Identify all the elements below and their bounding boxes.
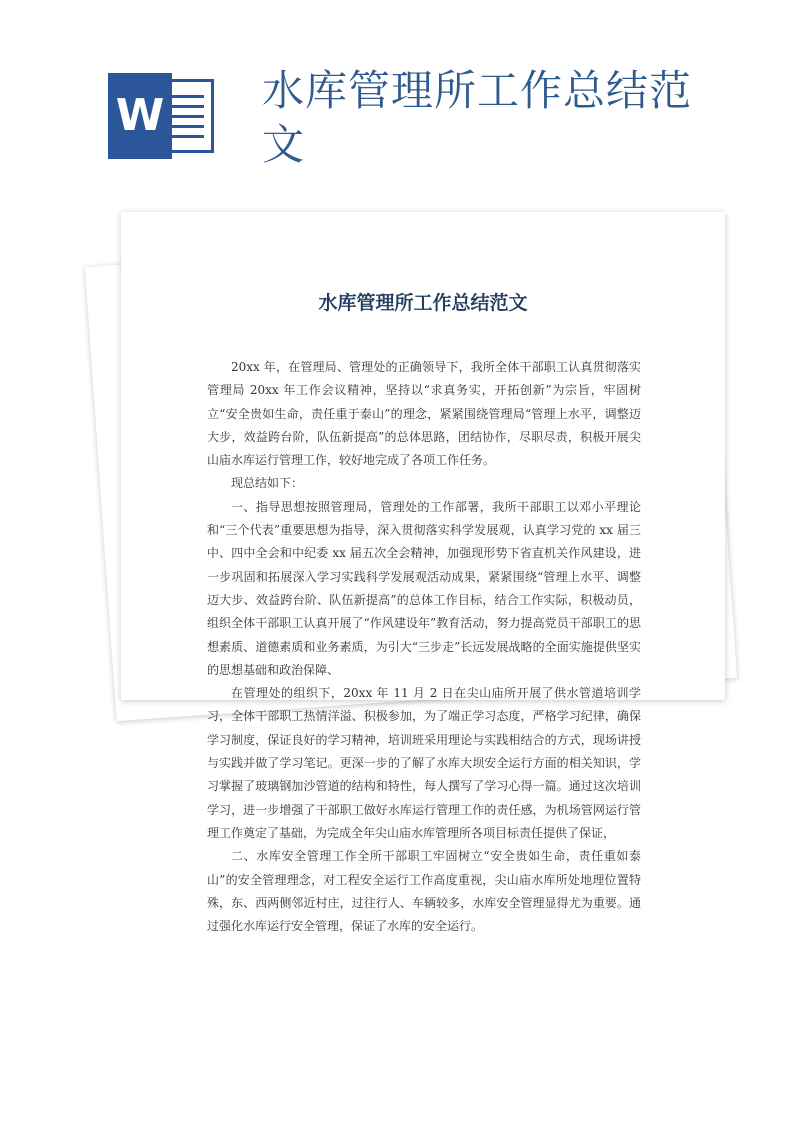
paragraph-training: 在管理处的组织下，20xx 年 11 月 2 日在尖山庙所开展了供水管道培训学习，全体干部职工热情洋溢、积极参加，为了端正学习态度，严格学习纪律，确保学习制度，保证良好的学习精神，培训班采用理论与实践相结合的方式，现场讲授与实践并做了学习笔记。更深一步的了解了水库大坝安全运行方面的相关知识，学习掌握了玻璃钢加沙管道的结构和特性，每人撰写了学习心得一篇。通过这次培训学习，进一步增强了干部职工做好水库运行管理工作的责任感，为机场管网运行管理工作奠定了基础，为完成全年尖山庙水库管理所各项目标责任提供了保证， bbox=[207, 686, 641, 840]
paragraph-guiding-ideology: 一、指导思想按照管理局，管理处的工作部署，我所干部职工以邓小平理论和“三个代表”重要思想为指导，深入贯彻落实科学发展观，认真学习党的 xx 届三中、四中全会和中纪委 xx 届五次全会精神，加强现形势下省直机关作风建设，进一步巩固和拓展深入学习实践科学发展观活动成果，紧紧围绕“管理上水平、调整迈大步、效益跨台阶、队伍新提高”的总体工作目标，结合工作实际，积极动员，组织全体干部职工认真开展了“作风建设年”教育活动，努力提高党员干部职工的思想素质、道德素质和业务素质，为引大“三步走”长远发展战略的全面实施提供坚实的思想基础和政治保障、 bbox=[207, 499, 641, 677]
page-title: 水库管理所工作总结范文 bbox=[262, 66, 693, 169]
document-title: 水库管理所工作总结范文 bbox=[318, 292, 528, 314]
word-logo-letter: W bbox=[108, 73, 172, 159]
word-document-icon bbox=[108, 73, 214, 159]
paragraph-safety-management: 二、水库安全管理工作全所干部职工牢固树立“安全贵如生命，责任重如泰山”的安全管理理念，对工程安全运行工作高度重视，尖山庙水库所处地理位置特殊，东、西两侧邻近村庄，过往行人、车辆较多，水库安全管理显得尤为重要。通过强化水库运行安全管理，保证了水库的安全运行。 bbox=[207, 849, 641, 934]
document-body bbox=[207, 356, 641, 938]
paragraph-summary-lead: 现总结如下： bbox=[231, 476, 304, 491]
paragraph-intro: 20xx 年，在管理局、管理处的正确领导下，我所全体干部职工认真贯彻落实管理局 20xx 年工作会议精神，坚持以“求真务实，开拓创新”为宗旨，牢固树立“安全贵如生命，责任重于泰山”的理念，紧紧围绕管理局“管理上水平，调整迈大步，效益跨台阶，队伍新提高”的总体思路，团结协作，尽职尽责，积极开展尖山庙水库运行管理工作，较好地完成了各项工作任务。 bbox=[207, 360, 641, 468]
